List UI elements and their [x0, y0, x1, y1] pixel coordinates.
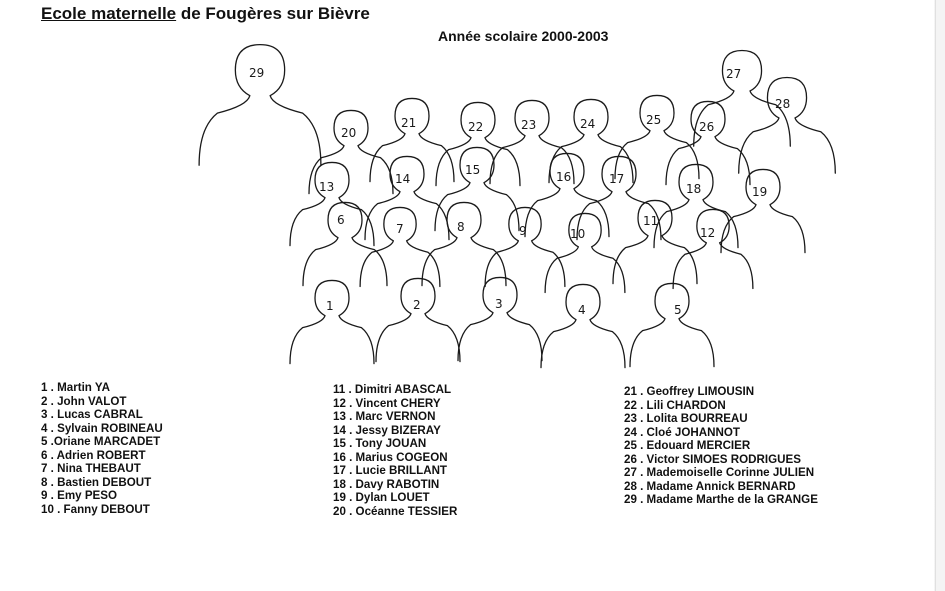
figure-number: 18	[686, 182, 702, 196]
figure-number: 9	[519, 224, 527, 238]
silhouette-figure	[630, 283, 714, 366]
roster-entry: 14 . Jessy BIZERAY	[333, 423, 441, 437]
roster-entry: 1 . Martin YA	[41, 381, 110, 394]
silhouette-figure	[613, 200, 697, 283]
roster-entry: 21 . Geoffrey LIMOUSIN	[624, 385, 755, 398]
figure-number: 17	[609, 172, 625, 186]
silhouette-figure	[365, 156, 449, 239]
silhouette-outline	[541, 284, 625, 367]
silhouette-figure	[376, 278, 460, 361]
figure-number: 10	[570, 227, 586, 241]
silhouette-outline	[365, 156, 449, 239]
figure-number: 19	[752, 185, 768, 199]
figure-number: 27	[726, 67, 742, 81]
silhouette-outline	[290, 280, 374, 363]
roster-entry: 9 . Emy PESO	[41, 489, 118, 502]
silhouette-figure	[360, 207, 440, 286]
roster-entry: 28 . Madame Annick BERNARD	[624, 479, 796, 493]
silhouette-outline	[458, 277, 542, 360]
silhouette-figure	[739, 78, 836, 174]
figure-number: 5	[674, 303, 682, 317]
silhouette-outline	[376, 278, 460, 361]
silhouette-outline	[525, 153, 609, 236]
roster-column-3	[624, 385, 818, 507]
figure-number: 16	[556, 170, 572, 184]
roster-entry: 8 . Bastien DEBOUT	[41, 475, 152, 489]
silhouette-figure	[721, 169, 805, 252]
roster-entry: 26 . Victor SIMOES RODRIGUES	[624, 452, 801, 466]
silhouette-figure	[458, 277, 542, 360]
silhouette-outline	[613, 200, 697, 283]
scan-margin	[936, 0, 945, 591]
roster-entry: 23 . Lolita BOURREAU	[624, 412, 748, 425]
school-type: Ecole maternelle	[41, 4, 177, 23]
school-year: Année scolaire 2000-2003	[438, 28, 609, 44]
silhouette-figure	[422, 202, 506, 285]
figure-number: 1	[326, 299, 334, 313]
figure-number: 25	[646, 113, 662, 127]
figure-number: 24	[580, 117, 596, 131]
silhouette-outline	[666, 101, 750, 184]
roster-entry: 18 . Davy RABOTIN	[333, 477, 440, 491]
figure-number: 4	[578, 303, 586, 317]
silhouette-figure	[199, 45, 321, 166]
figure-number: 29	[249, 66, 265, 80]
roster-entry: 20 . Océanne TESSIER	[333, 504, 458, 518]
figure-number: 28	[775, 97, 791, 111]
silhouette-figure	[666, 101, 750, 184]
roster-entry: 13 . Marc VERNON	[333, 410, 436, 423]
silhouette-figure	[541, 284, 625, 367]
silhouette-outline	[422, 202, 506, 285]
roster-entry: 17 . Lucie BRILLANT	[333, 464, 448, 477]
silhouette-outline	[199, 45, 321, 166]
figure-number: 6	[337, 213, 345, 227]
roster-entry: 19 . Dylan LOUET	[333, 491, 430, 504]
silhouette-outline	[485, 207, 565, 286]
roster-entry: 5 .Oriane MARCADET	[41, 435, 161, 448]
figure-number: 2	[413, 298, 421, 312]
silhouette-outline	[370, 98, 454, 181]
roster-entry: 22 . Lili CHARDON	[624, 398, 726, 412]
silhouette-outline	[739, 78, 836, 174]
figure-number: 23	[521, 118, 537, 132]
silhouette-figure	[485, 207, 565, 286]
roster-entry: 3 . Lucas CABRAL	[41, 408, 143, 421]
silhouette-figure	[525, 153, 609, 236]
roster-column-2	[333, 383, 457, 518]
roster-entry: 6 . Adrien ROBERT	[41, 448, 146, 462]
roster-entry: 11 . Dimitri ABASCAL	[333, 383, 452, 396]
silhouette-figure	[290, 280, 374, 363]
silhouette-outline	[360, 207, 440, 286]
roster-entry: 25 . Edouard MERCIER	[624, 439, 751, 452]
silhouette-figure	[370, 98, 454, 181]
figure-number: 22	[468, 120, 484, 134]
figure-number: 21	[401, 116, 417, 130]
roster-entry: 10 . Fanny DEBOUT	[41, 502, 150, 516]
roster-entry: 12 . Vincent CHERY	[333, 396, 441, 410]
figure-number: 20	[341, 126, 357, 140]
roster-entry: 29 . Madame Marthe de la GRANGE	[624, 493, 818, 506]
figure-number: 3	[495, 297, 503, 311]
figure-number: 8	[457, 220, 465, 234]
roster-entry: 16 . Marius COGEON	[333, 450, 448, 464]
roster-entry: 4 . Sylvain ROBINEAU	[41, 421, 163, 435]
figure-number: 14	[395, 172, 411, 186]
roster-entry: 2 . John VALOT	[41, 394, 127, 408]
figure-number: 12	[700, 226, 716, 240]
roster-entry: 15 . Tony JOUAN	[333, 437, 427, 450]
silhouette-outline	[721, 169, 805, 252]
figure-number: 26	[699, 120, 715, 134]
figure-number: 7	[396, 222, 404, 236]
roster-entry: 24 . Cloé JOHANNOT	[624, 425, 740, 439]
silhouette-outline	[630, 283, 714, 366]
figure-number: 13	[319, 180, 335, 194]
school-location: de Fougères sur Bièvre	[176, 4, 370, 23]
figure-number: 15	[465, 163, 481, 177]
roster-entry: 7 . Nina THEBAUT	[41, 462, 141, 475]
figure-number: 11	[643, 214, 659, 228]
roster-entry: 27 . Mademoiselle Corinne JULIEN	[624, 466, 815, 479]
roster-column-1	[41, 381, 163, 516]
